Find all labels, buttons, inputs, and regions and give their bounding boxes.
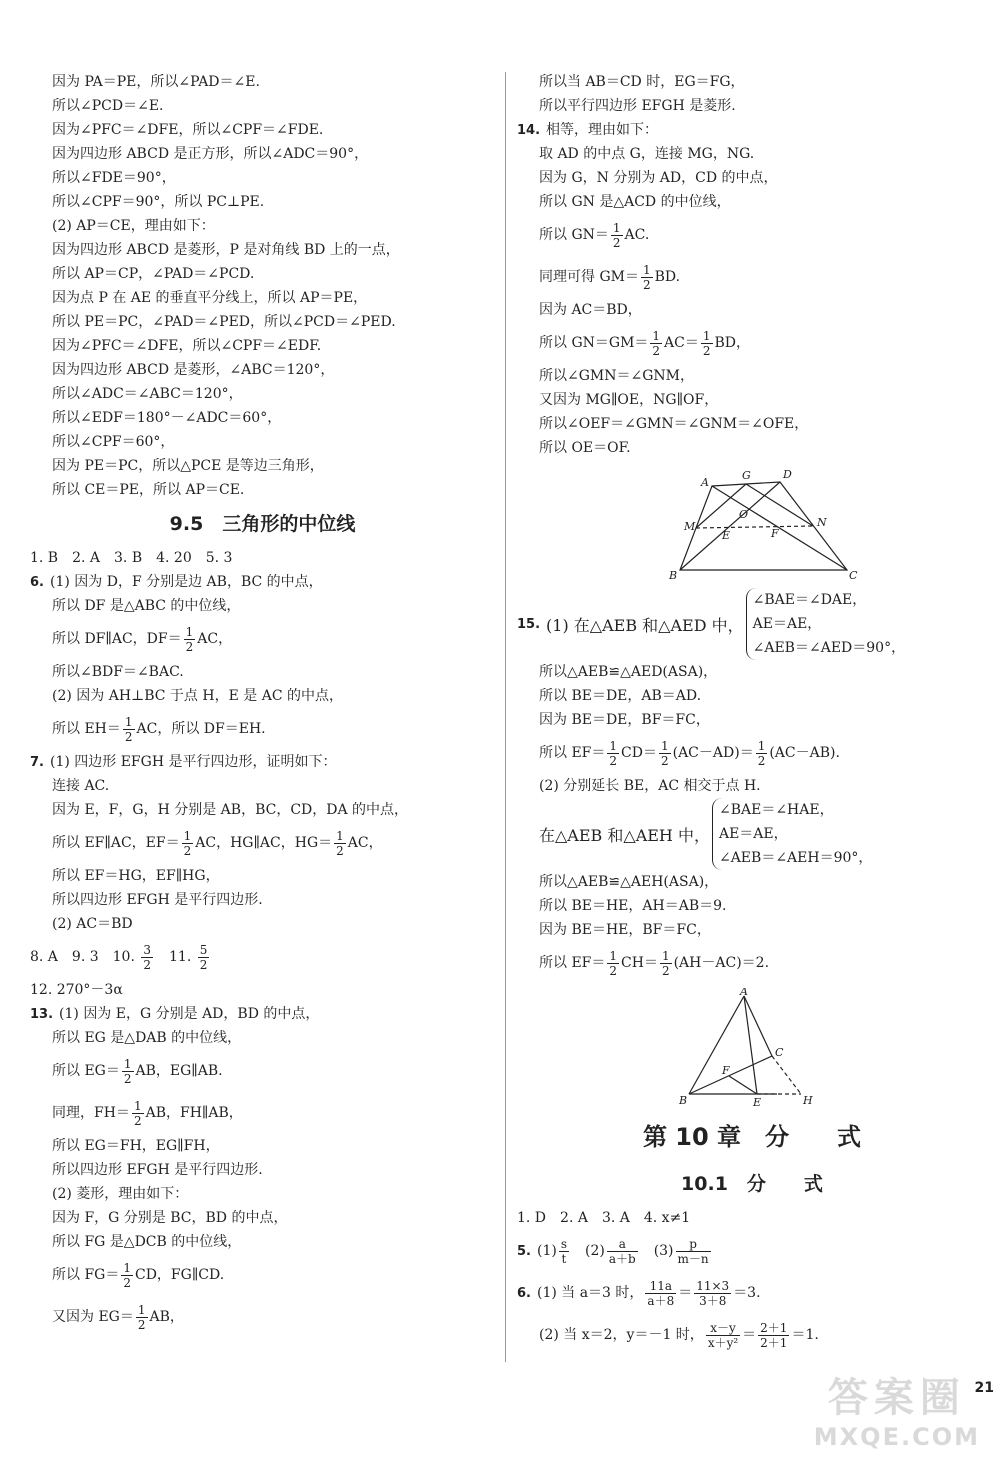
text-line: 所以∠EDF＝180°－∠ADC＝60°， (52, 410, 282, 426)
text-line: 所以 PE＝PC，∠PAD＝∠PED，所以∠PCD＝∠PED. (52, 314, 396, 330)
label-c: C (849, 569, 858, 582)
fraction: $\frac{1}{2}$ (183, 828, 192, 858)
answer-12: 12. 270°－3α (30, 982, 123, 998)
watermark-logo (814, 1366, 980, 1451)
answers-1-5: 1. B 2. A 3. B 4. 20 5. 3 (30, 550, 233, 566)
text-line: 因为点 P 在 AE 的垂直平分线上，所以 AP＝PE， (52, 290, 368, 306)
watermark-url: MXQE.COM (813, 1423, 980, 1451)
text-line: (2) AP＝CE，理由如下： (52, 218, 215, 234)
text-line: 所以∠CPF＝60°， (52, 434, 175, 450)
label-b: B (669, 569, 678, 582)
fraction: $\frac{1}{2}$ (660, 738, 669, 768)
page-number: 21 (974, 1380, 994, 1396)
chapter-title-10: 第 10 章 分 式 (642, 1123, 862, 1151)
question-number: 5. (517, 1244, 531, 1259)
formula-line: 所以 GN＝ $\frac{1}{2}$ AC. (539, 220, 650, 250)
formula-line: 所以 EG＝ $\frac{1}{2}$ AB，EG∥AB. (52, 1056, 223, 1086)
label-g: G (742, 469, 751, 482)
text-line: 所以∠GMN＝∠GNM， (539, 368, 694, 384)
segment-bc (689, 1056, 772, 1094)
text-line: 因为 E，F，G，H 分别是 AB，BC，CD，DA 的中点， (52, 802, 409, 818)
fraction: $\frac{1}{2}$ (612, 220, 621, 250)
section-title-10-1: 10.1 分 式 (681, 1173, 823, 1195)
question-number: 7. (30, 755, 44, 770)
text-line: 所以 CE＝PE，所以 AP＝CE. (52, 482, 245, 498)
question-number: 6. (517, 1286, 531, 1301)
condition: ∠AEB＝∠AEH＝90°， (718, 850, 873, 866)
brace-conditions (712, 798, 872, 870)
text-line: (1) 在△AEB 和△AED 中， (546, 615, 744, 635)
text-line: 所以△AEB≌△AEH(ASA)， (539, 874, 719, 890)
text-line: 所以当 AB＝CD 时，EG＝FG， (539, 74, 745, 90)
condition: ∠BAE＝∠HAE， (718, 802, 834, 818)
text-line: 所以 EG＝FH，EG∥FH， (52, 1138, 220, 1154)
label-o: O (739, 508, 749, 521)
question-number: 14. (517, 123, 541, 138)
fraction: $\frac{11a}{a+8}$ (647, 1278, 675, 1308)
segment-mn (696, 526, 813, 528)
text-line: 因为四边形 ABCD 是菱形，∠ABC＝120°， (52, 362, 335, 378)
left-column (30, 70, 495, 1338)
question-15-part-2-header (517, 798, 987, 870)
formula-line: 所以 EF∥AC，EF＝ $\frac{1}{2}$ AC，HG∥AC，HG＝ $\frac{1}{2}$ AC， (52, 828, 383, 858)
formula-line: 又因为 EG＝ $\frac{1}{2}$ AB， (52, 1302, 184, 1332)
condition: ∠AEB＝∠AED＝90°， (752, 640, 906, 656)
fraction: $\frac{1}{2}$ (757, 738, 766, 768)
text-line: 所以 AP＝CP，∠PAD＝∠PCD. (52, 266, 255, 282)
fraction: $\frac{p}{m-n}$ (677, 1236, 709, 1266)
label-e: E (722, 529, 731, 542)
label-f: F (771, 527, 779, 540)
text-line: 所以 EF＝HG，EF∥HG， (52, 868, 220, 884)
text-line: 所以 GN 是△ACD 的中位线， (539, 194, 731, 210)
text-line: 因为 PE＝PC，所以△PCE 是等边三角形， (52, 458, 324, 474)
question-15-part-1-header (517, 588, 987, 660)
label-m: M (684, 520, 696, 533)
question-number: 13. (30, 1007, 54, 1022)
text-line: 所以∠CPF＝90°，所以 PC⊥PE. (52, 194, 265, 210)
fraction: $\frac{1}{2}$ (642, 262, 651, 292)
figure-14-trapezoid (517, 464, 987, 584)
text-line: 因为 AC＝BD， (539, 302, 642, 318)
fraction: $\frac{1}{2}$ (137, 1302, 146, 1332)
text-line: 所以∠OEF＝∠GMN＝∠GNM＝∠OFE， (539, 416, 809, 432)
fraction: $\frac{1}{2}$ (123, 1056, 132, 1086)
fraction: $\frac{1}{2}$ (702, 328, 711, 358)
text-line: (2) 菱形，理由如下： (52, 1186, 189, 1202)
section-title-9-5: 9.5 三角形的中位线 (169, 513, 356, 535)
watermark-text: 答案圈 (827, 1375, 966, 1421)
fraction: $\frac{a}{a+b}$ (608, 1236, 636, 1266)
text-line: (1) 四边形 EFGH 是平行四边形，证明如下： (49, 754, 337, 770)
text-line: 所以∠ADC＝∠ABC＝120°， (52, 386, 243, 402)
fraction: $\frac{1}{2}$ (185, 624, 194, 654)
text-line: 因为 BE＝DE，BF＝FC， (539, 712, 710, 728)
text-line: (1) 因为 D，F 分别是边 AB，BC 的中点， (49, 574, 323, 590)
label-c: C (775, 1046, 784, 1059)
text-line: 因为 PA＝PE，所以∠PAD＝∠E. (52, 74, 260, 90)
text-line: 连接 AC. (52, 778, 110, 794)
segment-mg (696, 484, 749, 528)
text-line: 所以四边形 EFGH 是平行四边形. (52, 1162, 263, 1178)
brace-conditions (746, 588, 905, 660)
fraction: $\frac{1}{2}$ (124, 714, 133, 744)
formula-line: 所以 GN＝GM＝ $\frac{1}{2}$ AC＝ $\frac{1}{2}$ BD， (539, 328, 751, 358)
text-line: 所以 BE＝DE，AB＝AD. (539, 688, 702, 704)
formula-line: 所以 EF＝ $\frac{1}{2}$ CD＝ $\frac{1}{2}$ (AC－AD)＝ $\frac{1}{2}$ (AC－AB). (539, 738, 840, 768)
label-e: E (753, 1096, 762, 1108)
label-f: F (722, 1064, 730, 1077)
segment-fe (729, 1076, 757, 1094)
answer-5: 5. (1) $\frac{s}{t}$ (2) $\frac{a}{a+b}$ (3) $\frac{p}{m-n}$ (517, 1236, 709, 1266)
answers-8-11: 8. A 9. 3 10. $\frac{3}{2}$ 11. $\frac{5}{2}$ (30, 942, 208, 972)
fraction: $\frac{3}{2}$ (143, 942, 151, 972)
text-line: 因为四边形 ABCD 是菱形，P 是对角线 BD 上的一点， (52, 242, 400, 258)
fraction: $\frac{1}{2}$ (661, 948, 670, 978)
segment-ch (772, 1056, 801, 1094)
fraction: $\frac{1}{2}$ (609, 948, 618, 978)
answer-6-part-1: 6. (1) 当 a＝3 时， $\frac{11a}{a+8}$ ＝ $\frac{11\times 3}{3+8}$ ＝3. (517, 1278, 761, 1308)
text-line: 所以∠BDF＝∠BAC. (52, 664, 184, 680)
question-number: 6. (30, 575, 44, 590)
fraction: $\frac{2+1}{2+1}$ (760, 1320, 788, 1350)
text-line: 所以∠PCD＝∠E. (52, 98, 164, 114)
text-line: 因为∠PFC＝∠DFE，所以∠CPF＝∠FDE. (52, 122, 324, 138)
fraction: $\frac{1}{2}$ (609, 738, 618, 768)
text-line: (2) 分别延长 BE，AC 相交于点 H. (539, 778, 761, 794)
text-line: 所以平行四边形 EFGH 是菱形. (539, 98, 736, 114)
text-line: 所以 DF 是△ABC 的中位线， (52, 598, 241, 614)
text-line: 因为四边形 ABCD 是正方形，所以∠ADC＝90°， (52, 146, 369, 162)
fraction: $\frac{s}{t}$ (560, 1236, 567, 1266)
formula-line: 所以 FG＝ $\frac{1}{2}$ CD，FG∥CD. (52, 1260, 225, 1290)
text-line: 因为∠PFC＝∠DFE，所以∠CPF＝∠EDF. (52, 338, 322, 354)
condition: ∠BAE＝∠DAE， (752, 592, 867, 608)
label-b: B (679, 1094, 688, 1107)
text-line: 所以 FG 是△DCB 的中位线， (52, 1234, 242, 1250)
side-ab (689, 996, 744, 1094)
fraction: $\frac{1}{2}$ (336, 828, 344, 858)
question-number: 15. (517, 616, 541, 632)
formula-line: 同理，FH＝ $\frac{1}{2}$ AB，FH∥AB， (52, 1098, 243, 1128)
text-line: 所以四边形 EFGH 是平行四边形. (52, 892, 263, 908)
fraction: $\frac{1}{2}$ (133, 1098, 142, 1128)
text-line: 所以 BE＝HE，AH＝AB＝9. (539, 898, 727, 914)
label-a: A (701, 476, 709, 489)
text-line: 取 AD 的中点 G，连接 MG，NG. (539, 146, 755, 162)
text-line: 所以∠FDE＝90°， (52, 170, 176, 186)
text-line: 所以 OE＝OF. (539, 440, 631, 456)
formula-line: 所以 EH＝ $\frac{1}{2}$ AC，所以 DF＝EH. (52, 714, 266, 744)
label-d: D (783, 468, 792, 481)
diagonal-ac (712, 486, 847, 570)
text-line: 因为 G，N 分别为 AD，CD 的中点， (539, 170, 778, 186)
figure-15-triangle (517, 988, 987, 1108)
text-line: 相等，理由如下： (546, 122, 659, 138)
text-line: (2) 因为 AH⊥BC 于点 H，E 是 AC 的中点， (52, 688, 343, 704)
fraction: $\frac{1}{2}$ (123, 1260, 131, 1290)
segment-gn (746, 484, 813, 526)
fraction: $\frac{x-y}{\text{x＋y²}}$ (707, 1320, 739, 1350)
text-line: 因为 F，G 分别是 BC，BD 的中点， (52, 1210, 288, 1226)
label-a: A (740, 988, 748, 998)
label-h: H (803, 1094, 813, 1107)
text-line: 又因为 MG∥OE，NG∥OF， (539, 392, 719, 408)
text-line: 因为 BE＝HE，BF＝FC， (539, 922, 711, 938)
column-divider (505, 72, 506, 1362)
condition: AE＝AE， (718, 826, 788, 842)
answers-1-4: 1. D 2. A 3. A 4. x≠1 (517, 1210, 691, 1226)
fraction: $\frac{1}{2}$ (652, 328, 661, 358)
condition: AE＝AE， (752, 616, 822, 632)
answer-6-part-2: (2) 当 x＝2，y＝－1 时， $\frac{x-y}{\text{x＋y²}}$ ＝ $\frac{2+1}{2+1}$ ＝1. (539, 1320, 819, 1350)
label-n: N (817, 516, 827, 529)
text-line: 所以 EG 是△DAB 的中位线， (52, 1030, 242, 1046)
text-line: (1) 因为 E，G 分别是 AD，BD 的中点， (59, 1006, 320, 1022)
text-line: 在△AEB 和△AEH 中， (539, 825, 710, 845)
right-column (517, 70, 987, 1356)
formula-line: 所以 DF∥AC，DF＝ $\frac{1}{2}$ AC， (52, 624, 233, 654)
text-line: 所以△AEB≌△AED(ASA)， (539, 664, 718, 680)
formula-line: 所以 EF＝ $\frac{1}{2}$ CH＝ $\frac{1}{2}$ (AH－AC)＝2. (539, 948, 770, 978)
formula-line: 同理可得 GM＝ $\frac{1}{2}$ BD. (539, 262, 681, 292)
fraction: $\frac{5}{2}$ (199, 942, 208, 972)
fraction: $\frac{11\times 3}{3+8}$ (696, 1278, 730, 1308)
text-line: (2) AC＝BD (52, 916, 133, 932)
